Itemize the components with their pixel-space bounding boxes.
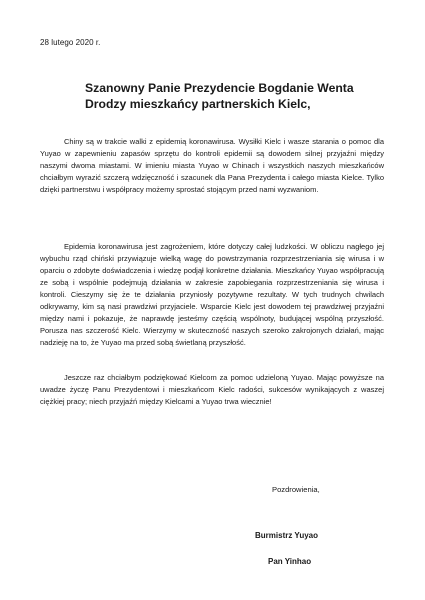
paragraph-text: Chiny są w trakcie walki z epidemią koronawirusa. Wysiłki Kielc i wasze starania o pomoc dla Yuyao w zapewnieniu zapasów sprzętu do kontroli epidemii są dowodem silnej przyjaźni między naszymi dwoma miastami. W imieniu miasta Yuyao w Chinach i wszystkich naszych mieszkańców chciałbym wyrazić szczerą wdzięczność i szacunek dla Pana Prezydenta i całego miasta Kielce. Tylko dzięki partnerstwu i współpracy możemy sprostać stojącym przed nami wyzwaniom.	[40, 137, 384, 195]
signature-title: Burmistrz Yuyao	[255, 531, 318, 540]
letter-paragraph-1	[40, 136, 384, 196]
salutation	[85, 80, 405, 112]
salutation-line-1: Szanowny Panie Prezydencie Bogdanie Wenta	[85, 81, 354, 95]
letter-paragraph-2	[40, 241, 384, 349]
salutation-line-2: Drodzy mieszkańcy partnerskich Kielc,	[85, 97, 311, 111]
closing-greeting: Pozdrowienia,	[272, 485, 320, 494]
signature-name: Pan Yinhao	[268, 557, 312, 566]
letter-date: 28 lutego 2020 r.	[40, 38, 101, 47]
paragraph-text: Epidemia koronawirusa jest zagrożeniem, które dotyczy całej ludzkości. W obliczu nagłego jej wybuchu rząd chiński przywiązuje wielką wagę do powstrzymania rozprzestrzeniania się wirusa i w oparciu o zdobyte doświadczenia i wiedzę podjął konkretne działania. Mieszkańcy Yuyao współpracują ze sobą i wspólnie podejmują działania w zakresie zapobiegania rozprzestrzeniania się wirusa i kontroli. Cieszymy się że te działania przyniosły pozytywne rezultaty. W tych trudnych chwilach odkrywamy, kim są nasi prawdziwi przyjaciele. Wsparcie Kielc jest dowodem tej prawdziwej przyjaźni między nami i pokazuje, że naprawdę jesteśmy częścią wspólnoty, budującej wspólną przyszłość. Porusza nas szczerość Kielc. Wierzymy w skuteczność naszych szeroko zakrojonych działań, mając nadzieję na to, że Yuyao ma przed sobą świetlaną przyszłość.	[40, 242, 384, 348]
paragraph-text: Jeszcze raz chciałbym podziękować Kielcom za pomoc udzieloną Yuyao. Mając powyższe na uwadze życzę Panu Prezydentowi i mieszkańcom Kielc radości, sukcesów wynikających z waszej ciężkiej pracy; niech przyjaźń między Kielcami a Yuyao trwa wiecznie!	[40, 373, 384, 407]
letter-paragraph-3	[40, 372, 384, 408]
